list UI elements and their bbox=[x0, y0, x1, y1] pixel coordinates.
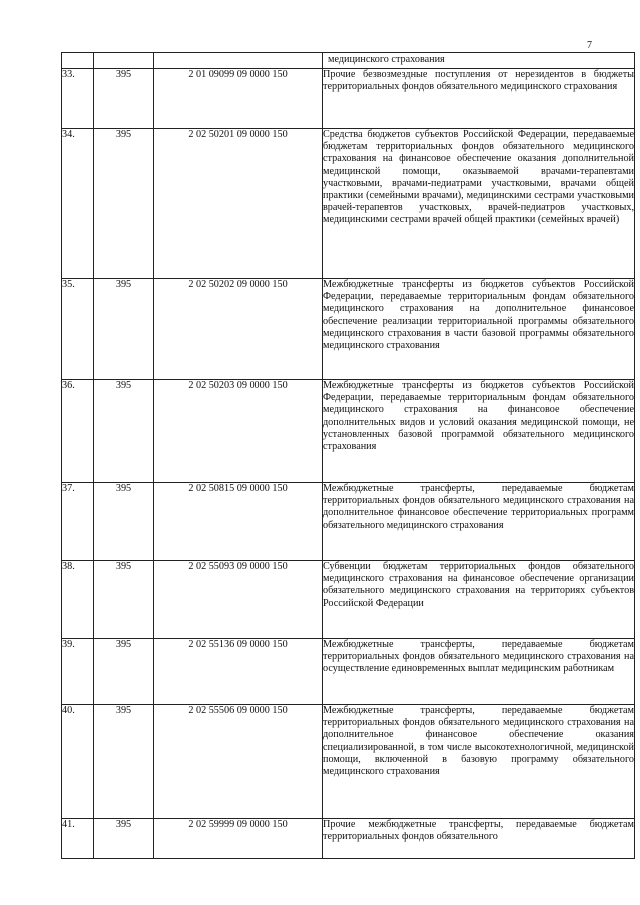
table-row-continuation bbox=[62, 53, 635, 69]
budget-classification-code: 2 02 50201 09 0000 150 bbox=[154, 129, 323, 279]
income-codes-table bbox=[61, 52, 635, 859]
administrator-code: 395 bbox=[94, 69, 154, 129]
table-row bbox=[62, 69, 635, 129]
description-cell: Межбюджетные трансферты, передаваемые бюджетам территориальных фондов обязательного медицинского страхования на осуществление единовременных выплат медицинским работникам bbox=[323, 639, 635, 705]
administrator-code: 395 bbox=[94, 380, 154, 483]
description-cell: Межбюджетные трансферты из бюджетов субъектов Российской Федерации, передаваемые территориальным фондам обязательного медицинского страхования на дополнительное финансовое обеспечение реализации территориальной программы обязательного медицинского страхования в части базовой программы обязательного медицинского страхования bbox=[323, 279, 635, 380]
description-cell: Межбюджетные трансферты, передаваемые бюджетам территориальных фондов обязательного медицинского страхования на дополнительное финансовое обеспечение оказания специализированной, в том числе высокотехнологичной, медицинской помощи, включенной в базовую программу обязательного медицинского страхования bbox=[323, 705, 635, 819]
description-cell: Прочие межбюджетные трансферты, передаваемые бюджетам территориальных фондов обязательного bbox=[323, 819, 635, 859]
page-number: 7 bbox=[587, 40, 592, 51]
administrator-code: 395 bbox=[94, 639, 154, 705]
budget-classification-code: 2 02 50203 09 0000 150 bbox=[154, 380, 323, 483]
budget-classification-code: 2 02 55093 09 0000 150 bbox=[154, 561, 323, 639]
administrator-code: 395 bbox=[94, 279, 154, 380]
table-row bbox=[62, 129, 635, 279]
table-row bbox=[62, 279, 635, 380]
table-row bbox=[62, 819, 635, 859]
table-row bbox=[62, 705, 635, 819]
description-cell: Прочие безвозмездные поступления от нерезидентов в бюджеты территориальных фондов обязательного медицинского страхования bbox=[323, 69, 635, 129]
row-number: 36. bbox=[62, 380, 94, 483]
budget-classification-code: 2 02 50202 09 0000 150 bbox=[154, 279, 323, 380]
row-number: 37. bbox=[62, 483, 94, 561]
table-row bbox=[62, 639, 635, 705]
row-number: 38. bbox=[62, 561, 94, 639]
administrator-code: 395 bbox=[94, 705, 154, 819]
table-cell bbox=[62, 53, 94, 69]
administrator-code: 395 bbox=[94, 129, 154, 279]
administrator-code: 395 bbox=[94, 819, 154, 859]
description-cell: Средства бюджетов субъектов Российской Федерации, передаваемые бюджетам территориальных фондов обязательного медицинского страхования на финансовое обеспечение оказания дополнительной медицинской помощи, оказываемой врачами-терапевтами участковыми, врачами-педиатрами участковыми, врачами общей практики (семейными врачами), медицинскими сестрами участковыми врачей-терапевтов участковых, врачей-педиатров участковых, медицинскими сестрами врачей общей практики (семейных врачей) bbox=[323, 129, 635, 279]
row-number: 39. bbox=[62, 639, 94, 705]
row-number: 40. bbox=[62, 705, 94, 819]
row-number: 34. bbox=[62, 129, 94, 279]
description-cell: Субвенции бюджетам территориальных фондов обязательного медицинского страхования на финансовое обеспечение организации обязательного медицинского страхования на территориях субъектов Российской Федерации bbox=[323, 561, 635, 639]
row-number: 35. bbox=[62, 279, 94, 380]
table-row bbox=[62, 561, 635, 639]
budget-classification-code: 2 02 55136 09 0000 150 bbox=[154, 639, 323, 705]
description-cell: Межбюджетные трансферты, передаваемые бюджетам территориальных фондов обязательного медицинского страхования на дополнительное финансовое обеспечение территориальных программ обязательного медицинского страхования bbox=[323, 483, 635, 561]
description-cell: Межбюджетные трансферты из бюджетов субъектов Российской Федерации, передаваемые территориальным фондам обязательного медицинского страхования на финансовое обеспечение дополнительных видов и условий оказания медицинской помощи, не установленных базовой программой обязательного медицинского страхования bbox=[323, 380, 635, 483]
description-cell: медицинского страхования bbox=[323, 53, 635, 69]
table-row bbox=[62, 483, 635, 561]
administrator-code: 395 bbox=[94, 561, 154, 639]
table-cell bbox=[154, 53, 323, 69]
budget-classification-code: 2 01 09099 09 0000 150 bbox=[154, 69, 323, 129]
budget-classification-code: 2 02 55506 09 0000 150 bbox=[154, 705, 323, 819]
row-number: 41. bbox=[62, 819, 94, 859]
row-number: 33. bbox=[62, 69, 94, 129]
budget-classification-code: 2 02 50815 09 0000 150 bbox=[154, 483, 323, 561]
budget-classification-code: 2 02 59999 09 0000 150 bbox=[154, 819, 323, 859]
table-row bbox=[62, 380, 635, 483]
table-cell bbox=[94, 53, 154, 69]
administrator-code: 395 bbox=[94, 483, 154, 561]
